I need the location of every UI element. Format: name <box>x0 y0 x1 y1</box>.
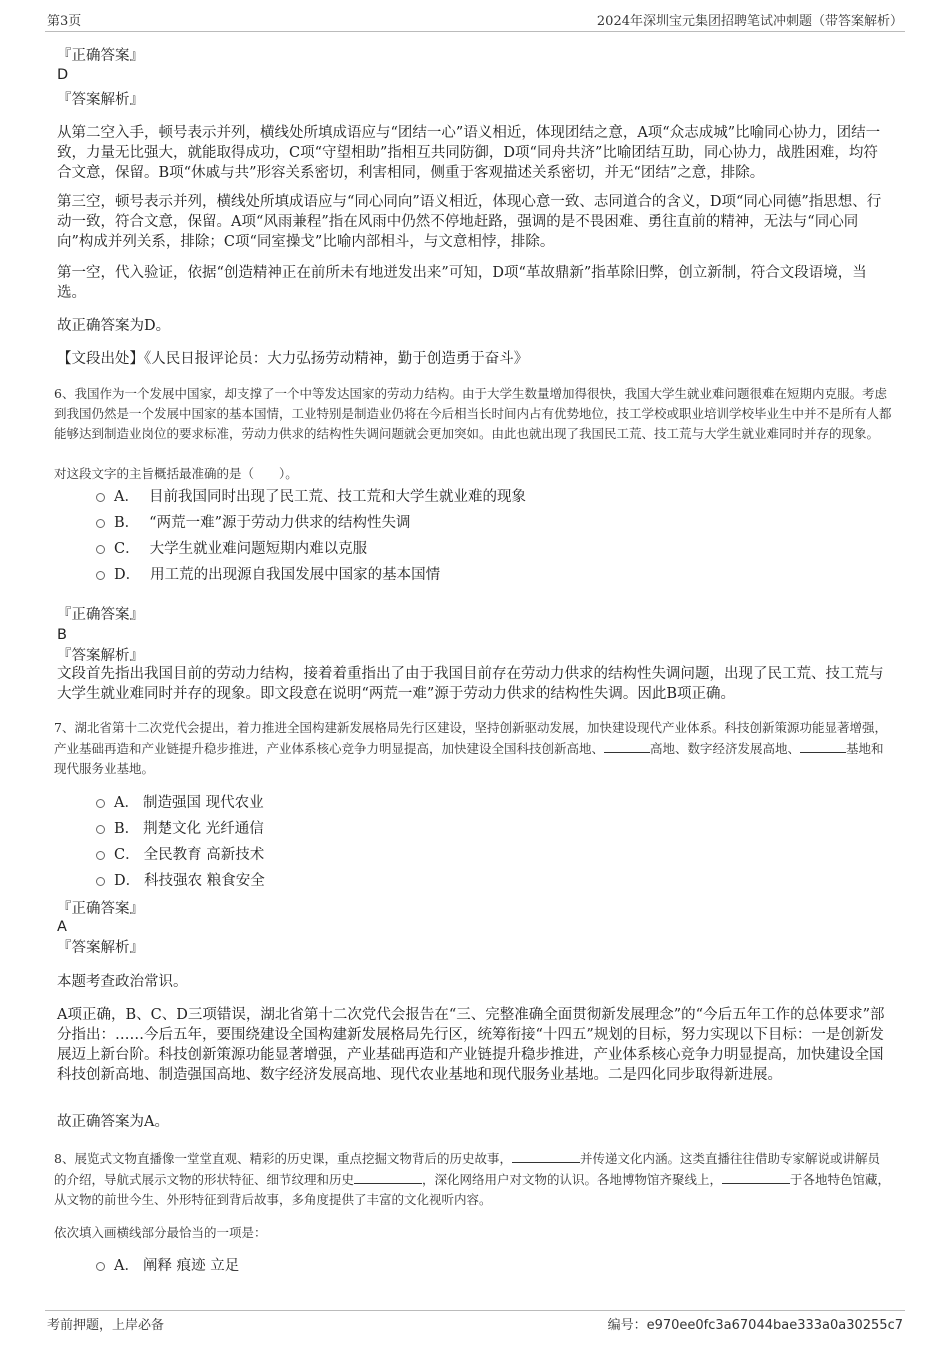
footer-slogan: 考前押题，上岸必备 <box>47 1318 165 1333</box>
document-title: 2024年深圳宝元集团招聘笔试冲刺题（带答案解析） <box>596 14 903 29</box>
radio-icon[interactable] <box>96 571 105 580</box>
option-text: 科技强农 粮食安全 <box>144 873 265 889</box>
footer-divider <box>45 1310 905 1311</box>
stem-text: 8、展览式文物直播像一堂堂直观、精彩的历史课，重点挖掘文物背后的历史故事， <box>54 1151 512 1166</box>
fill-blank <box>800 738 846 753</box>
radio-icon[interactable] <box>96 1262 105 1271</box>
fill-blank <box>354 1169 422 1184</box>
analysis-paragraph: 本题考查政治常识。 <box>57 974 188 990</box>
source-citation: 【文段出处】《人民日报评论员：大力弘扬劳动精神，勤于创造勇于奋斗》 <box>57 351 529 367</box>
radio-icon[interactable] <box>96 545 105 554</box>
page-number: 第3页 <box>47 14 82 29</box>
option-letter: B． <box>114 515 140 531</box>
option-a[interactable] <box>96 487 526 507</box>
stem-text: 并传递文化内涵。这类直播往往借助专家解说或讲解员的介绍，导航式展示文物的形状特征、细节纹理和历史 <box>54 1151 880 1187</box>
answer-label: 『正确答案』 <box>57 48 144 64</box>
answer-value: A <box>57 919 67 935</box>
analysis-paragraph: 第一空，代入验证，依据“创造精神正在前所未有地迸发出来”可知，D项“革故鼎新”指革除旧弊，创立新制，符合文段语境，当选。 <box>57 265 867 301</box>
stem-text: 7、湖北省第十二次党代会提出，着力推进全国构建新发展格局先行区建设，坚持创新驱动发展，加快建设现代产业体系。科技创新策源功能显著增强，产业基础再造和产业链提升稳步推进，产业体系核心竞争力明显提高，加快建设全国科技创新高地、 <box>54 720 887 756</box>
option-letter: A． <box>114 1258 139 1274</box>
analysis-label: 『答案解析』 <box>57 940 144 956</box>
answer-label: 『正确答案』 <box>57 901 144 917</box>
option-letter: C． <box>114 847 140 863</box>
stem-text: ，深化网络用户对文物的认识。各地博物馆齐聚线上， <box>422 1172 723 1187</box>
option-letter: C． <box>114 541 140 557</box>
option-text: 目前我国同时出现了民工荒、技工荒和大学生就业难的现象 <box>148 489 526 505</box>
stem-text: 于各地特色馆藏，从文物的前世今生、外形特征到背后故事，多角度提供了丰富的文化视听内容。 <box>54 1172 891 1207</box>
answer-label: 『正确答案』 <box>57 607 144 623</box>
answer-value: B <box>57 627 67 643</box>
fill-blank <box>604 738 650 753</box>
option-letter: A． <box>114 795 139 811</box>
radio-icon[interactable] <box>96 825 105 834</box>
option-b[interactable] <box>96 513 410 533</box>
analysis-paragraph: A项正确，B、C、D三项错误，湖北省第十二次党代会报告在“三、完整准确全面贯彻新发展理念”的“今后五年工作的总体要求”部分指出：……今后五年，要围绕建设全国构建新发展格局先行区，统筹衔接“十四五”规划的目标，努力实现以下目标：一是创新发展迈上新台阶。科技创新策源功能显著增强，产业基础再造和产业链提升稳步推进，产业体系核心竞争力明显提高，加快建设全国科技创新高地、制造强国高地、数字经济发展高地、现代农业基地和现代服务业基地。二是四化同步取得新进展。 <box>57 1007 885 1083</box>
option-text: 制造强国 现代农业 <box>142 795 264 811</box>
analysis-label: 『答案解析』 <box>57 92 144 108</box>
option-text: 全民教育 高新技术 <box>143 847 265 863</box>
header-divider <box>45 31 905 32</box>
option-text: 大学生就业难问题短期内难以克服 <box>149 541 368 557</box>
option-d[interactable] <box>96 871 265 891</box>
question-prompt: 依次填入画横线部分最恰当的一项是： <box>54 1225 267 1240</box>
radio-icon[interactable] <box>96 493 105 502</box>
option-d[interactable] <box>96 565 440 585</box>
question-stem: 6、我国作为一个发展中国家，却支撑了一个中等发达国家的劳动力结构。由于大学生数量增加得很快，我国大学生就业难问题很难在短期内克服。考虑到我国仍然是一个发展中国家的基本国情，工业特别是制造业仍将在今后相当长时间内占有优势地位，技工学校或职业培训学校毕业生中并不是所有人都能够达到制造业岗位的要求标准，劳动力供求的结构性失调问题就会更加突如。由此也就出现了我国民工荒、技工荒与大学生就业难同时并存的现象。 <box>54 386 892 441</box>
option-letter: A． <box>114 489 139 505</box>
option-text: 荆楚文化 光纤通信 <box>143 821 264 837</box>
option-text: 用工荒的出现源自我国发展中国家的基本国情 <box>150 567 441 583</box>
stem-text: 高地、数字经济发展高地、 <box>650 741 801 756</box>
radio-icon[interactable] <box>96 799 105 808</box>
option-c[interactable] <box>96 539 367 559</box>
answer-value: D <box>57 67 69 83</box>
analysis-conclusion: 故正确答案为D。 <box>57 318 171 334</box>
analysis-label: 『答案解析』 <box>57 648 144 664</box>
stem-text: 基地和现代服务业基地。 <box>54 741 884 776</box>
question-stem <box>54 1148 892 1210</box>
fill-blank <box>722 1169 790 1184</box>
option-letter: B． <box>114 821 140 837</box>
document-id-label: 编号： <box>607 1318 647 1333</box>
option-a[interactable] <box>96 1256 239 1276</box>
option-letter: D． <box>114 873 141 889</box>
option-c[interactable] <box>96 845 264 865</box>
radio-icon[interactable] <box>96 851 105 860</box>
question-prompt: 对这段文字的主旨概括最准确的是（ ）。 <box>54 466 298 481</box>
analysis-conclusion: 故正确答案为A。 <box>57 1114 169 1130</box>
document-id <box>608 1314 903 1333</box>
radio-icon[interactable] <box>96 877 105 886</box>
radio-icon[interactable] <box>96 519 105 528</box>
option-text: “两荒一难”源于劳动力供求的结构性失调 <box>149 515 411 531</box>
analysis-paragraph: 文段首先指出我国目前的劳动力结构，接着着重指出了由于我国目前存在劳动力供求的结构性失调问题，出现了民工荒、技工荒与大学生就业难同时并存的现象。即文段意在说明“两荒一难”源于劳动力供求的结构性失调。因此B项正确。 <box>57 666 884 702</box>
fill-blank <box>512 1148 580 1163</box>
document-id-code: e970ee0fc3a67044bae333a0a30255c7 <box>646 1318 903 1333</box>
analysis-paragraph: 第三空，顿号表示并列，横线处所填成语应与“同心同向”语义相近，体现心意一致、志同道合的含义，D项“同心同德”指思想、行动一致，符合文意，保留。A项“风雨兼程”指在风雨中仍然不停地赶路，强调的是不畏困难、勇往直前的精神，无法与“同心同向”构成并列关系，排除；C项“同室操戈”比喻内部相斗，与文意相悖，排除。 <box>57 194 882 250</box>
option-letter: D． <box>114 567 141 583</box>
analysis-paragraph: 从第二空入手，顿号表示并列，横线处所填成语应与“团结一心”语义相近，体现团结之意，A项“众志成城”比喻同心协力，团结一致，力量无比强大，就能取得成功，C项“守望相助”指相互共同防御，D项“同舟共济”比喻团结互助，同心协力，战胜困难，均符合文意，保留。B项“休戚与共”形容关系密切，利害相同，侧重于客观描述关系密切，并无“团结”之意，排除。 <box>57 125 881 181</box>
option-text: 阐释 痕迹 立足 <box>142 1258 240 1274</box>
option-b[interactable] <box>96 819 264 839</box>
question-stem <box>54 718 892 779</box>
option-a[interactable] <box>96 793 264 813</box>
